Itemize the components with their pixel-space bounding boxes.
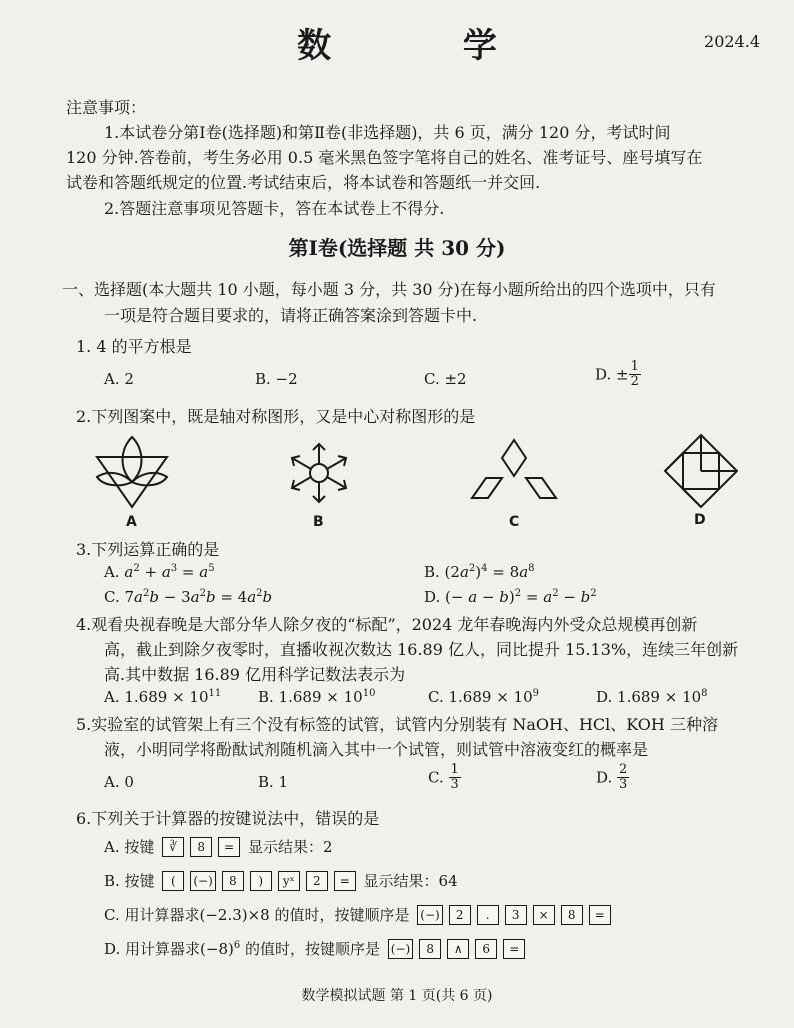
notes-line-2: 120 分钟.答卷前，考生务必用 0.5 毫米黑色签字笔将自己的姓名、准考证号、座号填写在 (66, 148, 703, 167)
part1-line-2: 一项是符合题目要求的，请将正确答案涂到答题卡中. (104, 306, 478, 325)
q1-option-b: B. −2 (255, 370, 298, 388)
section-title: 第Ⅰ卷(选择题 共 30 分) (288, 236, 506, 260)
figure-label-d: D (694, 512, 706, 528)
q6-option-d: D. 用计算器求$(-8)^6$ 的值时，按键顺序是 (−) 8 ∧ 6 = (104, 938, 528, 959)
figure-label-c: C (509, 514, 520, 530)
figure-c (468, 436, 560, 506)
key-multiply: × (533, 905, 555, 925)
key-equals: = (334, 871, 356, 891)
key-open-paren: ( (162, 871, 184, 891)
key-2: 2 (449, 905, 471, 925)
q5-line-2: 液，小明同学将酚酞试剂随机滴入其中一个试管，则试管中溶液变红的概率是 (104, 740, 649, 759)
key-negative: (−) (417, 905, 442, 925)
key-8: 8 (419, 939, 441, 959)
q3-option-b: B. $(2a^2)^4 = 8a^8$ (424, 563, 535, 581)
key-6: 6 (475, 939, 497, 959)
key-equals: = (218, 837, 240, 857)
q6-option-b: B. 按键 ( (−) 8 ) yˣ 2 = 显示结果：64 (104, 872, 458, 890)
q4-line-1: 4.观看央视春晚是大部分华人除夕夜的“标配”，2024 龙年春晚海内外受众总规模再创新 (76, 615, 698, 634)
exam-date: 2024.4 (704, 32, 760, 51)
q3-option-d: D. (− $a - b)^2 = a^2 - b^2$ (424, 588, 597, 606)
notes-heading: 注意事项： (66, 98, 147, 117)
q2-stem: 2.下列图案中，既是轴对称图形，又是中心对称图形的是 (76, 407, 476, 426)
key-8: 8 (190, 837, 212, 857)
q6-stem: 6.下列关于计算器的按键说法中，错误的是 (76, 809, 380, 828)
page-footer: 数学模拟试题 第 1 页(共 6 页) (301, 988, 493, 1004)
key-negative: (−) (190, 871, 215, 891)
q4-option-b: B. $1.689 \times 10^{10}$ (258, 688, 376, 706)
figure-label-a: A (126, 514, 137, 530)
q3-stem: 3.下列运算正确的是 (76, 540, 220, 559)
page-title: 数 学 (297, 26, 557, 66)
notes-line-1: 1.本试卷分第Ⅰ卷(选择题)和第Ⅱ卷(非选择题)，共 6 页，满分 120 分，考试时间 (104, 123, 671, 142)
q4-line-3: 高.其中数据 16.89 亿用科学记数法表示为 (104, 665, 406, 684)
key-close-paren: ) (250, 871, 272, 891)
q1-stem: 1. 4 的平方根是 (76, 337, 192, 356)
q6-option-c: C. 用计算器求(−2.3)×8 的值时，按键顺序是 (−) 2 . 3 × 8 = (104, 904, 614, 925)
q5-line-1: 5.实验室的试管架上有三个没有标签的试管，试管内分别装有 NaOH、HCl、KOH 三种溶 (76, 715, 718, 734)
key-8: 8 (561, 905, 583, 925)
part1-line-1: 一、选择题(本大题共 10 小题，每小题 3 分，共 30 分)在每小题所给出的四个选项中，只有 (62, 280, 716, 299)
key-caret: ∧ (447, 939, 469, 959)
key-3: 3 (505, 905, 527, 925)
q5-option-a: A. 0 (104, 773, 134, 791)
key-negative: (−) (388, 939, 413, 959)
key-2: 2 (306, 871, 328, 891)
q4-line-2: 高，截止到除夕夜零时，直播收视次数达 16.89 亿人，同比提升 15.13%，连续三年创新 (104, 640, 739, 659)
figure-label-b: B (313, 514, 324, 530)
q3-option-c: C. $7a^2b - 3a^2b = 4a^2b$ (104, 588, 273, 606)
figure-d (662, 432, 740, 510)
figure-b (282, 438, 356, 508)
q5-option-b: B. 1 (258, 773, 289, 791)
key-8: 8 (222, 871, 244, 891)
q1-option-a: A. 2 (104, 370, 134, 388)
q1-option-d: D. ± $\frac{1}{2}$ (595, 359, 639, 389)
key-decimal: . (477, 905, 499, 925)
key-power: yˣ (278, 871, 300, 891)
q4-option-a: A. $1.689 \times 10^{11}$ (104, 688, 222, 706)
q3-option-a: A. $a^2 + a^3 = a^5$ (104, 563, 215, 581)
q4-option-c: C. $1.689 \times 10^9$ (428, 688, 539, 706)
key-equals: = (503, 939, 525, 959)
key-cube-root: ∛ (162, 837, 184, 857)
q1-option-c: C. ±2 (424, 370, 467, 388)
notes-line-4: 2.答题注意事项见答题卡，答在本试卷上不得分. (104, 199, 445, 218)
key-equals: = (589, 905, 611, 925)
notes-line-3: 试卷和答题纸规定的位置.考试结束后，将本试卷和答题纸一并交回. (66, 173, 541, 192)
q5-option-c: C. $\frac{1}{3}$ (428, 762, 459, 792)
q6-option-a: A. 按键 ∛ 8 = 显示结果：2 (104, 838, 333, 856)
q4-option-d: D. $1.689 \times 10^8$ (596, 688, 708, 706)
q5-option-d: D. $\frac{2}{3}$ (596, 762, 628, 792)
figure-a (92, 432, 172, 512)
